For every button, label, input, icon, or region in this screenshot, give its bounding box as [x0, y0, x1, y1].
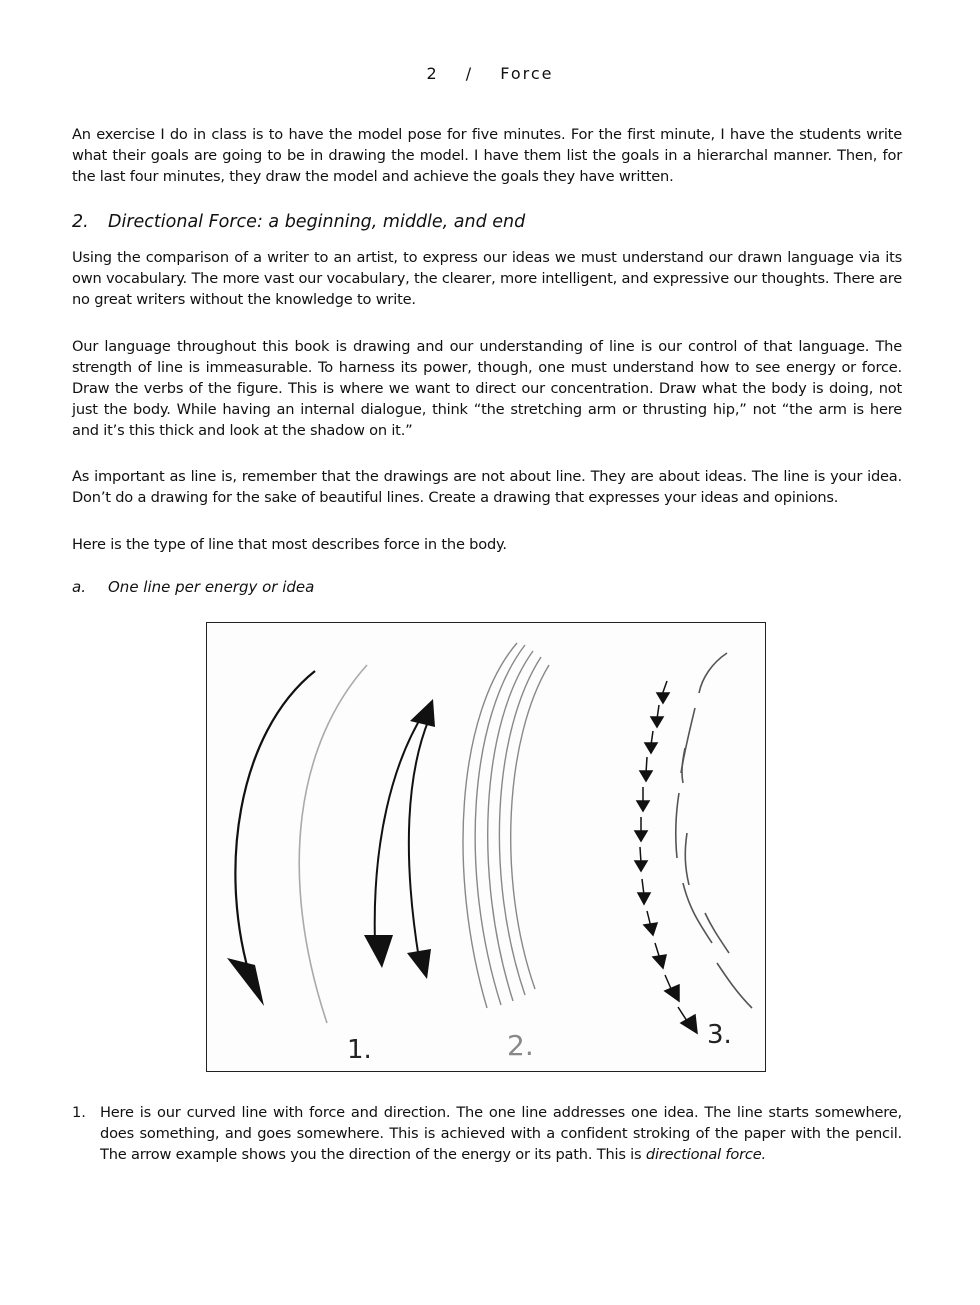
list-item-emphasis: directional force. — [645, 1146, 766, 1163]
page-header — [0, 64, 980, 83]
figure-label-1: 1. — [347, 1035, 372, 1065]
list-item — [72, 1102, 902, 1165]
chapter-title: Force — [500, 64, 554, 83]
page-number: 2 — [426, 64, 439, 83]
section-heading — [72, 212, 525, 232]
paragraph-vocabulary: Using the comparison of a writer to an artist, to express our ideas we must understand our drawn language via its own vocabulary. The more vast our vocabulary, the clearer, more intelligent, and expressive our thoughts. There are no great writers without the knowledge to write. — [72, 249, 902, 308]
line-examples-figure — [206, 622, 766, 1072]
pencil-strokes-example-2 — [463, 643, 549, 1008]
line-drawings-illustration — [207, 623, 764, 1070]
list-item-text — [100, 1102, 902, 1165]
subsection-heading — [72, 578, 314, 596]
figure-label-3: 3. — [707, 1020, 732, 1050]
figure-label-2: 2. — [507, 1029, 534, 1062]
arrow-chain-example-3 — [635, 681, 697, 1033]
pencil-curve-faint — [299, 665, 367, 1023]
broken-curve-example-3 — [676, 653, 752, 1008]
subsection-letter: a. — [72, 578, 86, 596]
list-item-number: 1. — [72, 1104, 86, 1121]
paragraph-language: Our language throughout this book is drawing and our understanding of line is our control of that language. The strength of line is immeasurable. To harness its power, though, one must understand how to see energy or force. Draw the verbs of the figure. This is where we want to direct our concentration. Draw what the body is doing, not just the body. While having an internal dialogue, think “the stretching arm or thrusting hip,” not “the arm is here and it’s this thick and look at the shadow on it.” — [72, 338, 902, 439]
list-item-main-text: Here is our curved line with force and direction. The one line addresses one idea. The line starts somewhere, does something, and goes somewhere. This is achieved with a confident stroking of the paper with the pencil. The arrow example shows you the direction of the energy or its path. This is — [100, 1104, 902, 1163]
subsection-title: One line per energy or idea — [108, 578, 315, 596]
curved-arrow-example-1 — [227, 671, 315, 1006]
paragraph-ideas: As important as line is, remember that the drawings are not about line. They are about ideas. The line is your idea. Don’t do a drawing for the sake of beautiful lines. Create a drawing that expresses your ideas and opinions. — [72, 468, 902, 506]
section-number: 2. — [72, 212, 89, 232]
paragraph-exercise: An exercise I do in class is to have the model pose for five minutes. For the first minute, I have the students write what their goals are going to be in drawing the model. I have them list the goals in a hierarchal manner. Then, for the last four minutes, they draw the model and achieve the goals they have written. — [72, 126, 902, 185]
section-title: Directional Force: a beginning, middle, and end — [108, 212, 526, 232]
header-separator: / — [465, 64, 474, 83]
paragraph-line-type: Here is the type of line that most describes force in the body. — [72, 536, 507, 553]
double-headed-arrow — [364, 699, 435, 979]
